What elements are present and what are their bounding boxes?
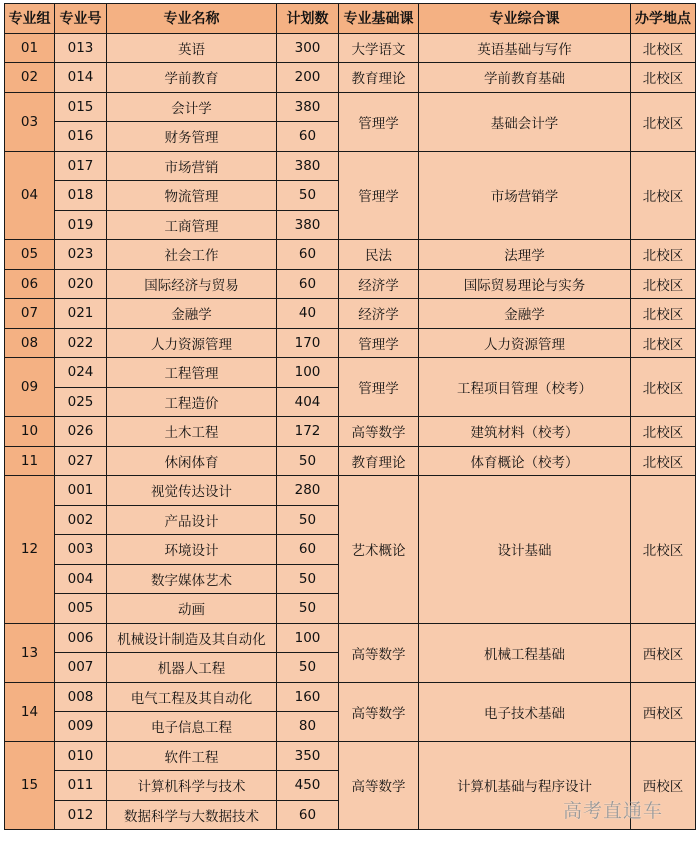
plan-count-cell: 50 [277, 594, 339, 624]
table-row [5, 33, 696, 63]
location-cell: 西校区 [631, 682, 696, 741]
plan-count-cell: 50 [277, 446, 339, 476]
plan-count-cell: 60 [277, 122, 339, 152]
major-name-cell: 计算机科学与技术 [107, 771, 277, 801]
basic-course-cell: 大学语文 [339, 33, 419, 63]
enrollment-table [4, 3, 696, 830]
location-cell: 北校区 [631, 92, 696, 151]
major-code-cell: 021 [55, 299, 107, 329]
location-cell: 北校区 [631, 33, 696, 63]
major-name-cell: 机械设计制造及其自动化 [107, 623, 277, 653]
plan-count-cell: 172 [277, 417, 339, 447]
group-cell: 03 [5, 92, 55, 151]
comprehensive-course-cell: 电子技术基础 [419, 682, 631, 741]
major-code-cell: 004 [55, 564, 107, 594]
plan-count-cell: 380 [277, 151, 339, 181]
basic-course-cell: 经济学 [339, 269, 419, 299]
major-code-cell: 022 [55, 328, 107, 358]
plan-count-cell: 170 [277, 328, 339, 358]
major-code-cell: 023 [55, 240, 107, 270]
major-name-cell: 土木工程 [107, 417, 277, 447]
major-code-cell: 014 [55, 63, 107, 93]
comprehensive-course-cell: 体育概论（校考） [419, 446, 631, 476]
major-code-cell: 025 [55, 387, 107, 417]
group-cell: 04 [5, 151, 55, 240]
major-name-cell: 动画 [107, 594, 277, 624]
major-code-cell: 009 [55, 712, 107, 742]
group-cell: 13 [5, 623, 55, 682]
major-code-cell: 007 [55, 653, 107, 683]
major-code-cell: 011 [55, 771, 107, 801]
location-cell: 北校区 [631, 299, 696, 329]
basic-course-cell: 管理学 [339, 328, 419, 358]
major-code-cell: 002 [55, 505, 107, 535]
major-code-cell: 016 [55, 122, 107, 152]
location-cell: 北校区 [631, 476, 696, 624]
major-name-cell: 电子信息工程 [107, 712, 277, 742]
location-cell: 西校区 [631, 623, 696, 682]
plan-count-cell: 450 [277, 771, 339, 801]
major-name-cell: 工商管理 [107, 210, 277, 240]
table-row [5, 328, 696, 358]
major-name-cell: 英语 [107, 33, 277, 63]
major-code-cell: 005 [55, 594, 107, 624]
watermark: 高考直通车 [563, 800, 664, 822]
basic-course-cell: 教育理论 [339, 63, 419, 93]
location-cell: 北校区 [631, 269, 696, 299]
major-name-cell: 工程造价 [107, 387, 277, 417]
major-code-cell: 001 [55, 476, 107, 506]
major-code-cell: 015 [55, 92, 107, 122]
plan-count-cell: 404 [277, 387, 339, 417]
location-cell: 北校区 [631, 358, 696, 417]
comprehensive-course-cell: 英语基础与写作 [419, 33, 631, 63]
major-name-cell: 机器人工程 [107, 653, 277, 683]
comprehensive-course-cell: 国际贸易理论与实务 [419, 269, 631, 299]
plan-count-cell: 100 [277, 623, 339, 653]
major-name-cell: 电气工程及其自动化 [107, 682, 277, 712]
group-cell: 12 [5, 476, 55, 624]
group-cell: 06 [5, 269, 55, 299]
plan-count-cell: 100 [277, 358, 339, 388]
comprehensive-course-cell: 工程项目管理（校考） [419, 358, 631, 417]
basic-course-cell: 管理学 [339, 92, 419, 151]
basic-course-cell: 民法 [339, 240, 419, 270]
comprehensive-course-cell: 设计基础 [419, 476, 631, 624]
major-code-cell: 010 [55, 741, 107, 771]
plan-count-cell: 40 [277, 299, 339, 329]
plan-count-cell: 50 [277, 181, 339, 211]
plan-count-cell: 280 [277, 476, 339, 506]
major-name-cell: 金融学 [107, 299, 277, 329]
major-name-cell: 市场营销 [107, 151, 277, 181]
table-row [5, 92, 696, 122]
group-cell: 02 [5, 63, 55, 93]
major-code-cell: 017 [55, 151, 107, 181]
location-cell: 北校区 [631, 417, 696, 447]
group-cell: 07 [5, 299, 55, 329]
plan-count-cell: 60 [277, 535, 339, 565]
major-name-cell: 视觉传达设计 [107, 476, 277, 506]
group-cell: 01 [5, 33, 55, 63]
basic-course-cell: 高等数学 [339, 741, 419, 830]
plan-count-cell: 60 [277, 800, 339, 830]
group-cell: 14 [5, 682, 55, 741]
plan-count-cell: 350 [277, 741, 339, 771]
header-location: 办学地点 [631, 4, 696, 34]
table-row [5, 151, 696, 181]
major-code-cell: 018 [55, 181, 107, 211]
group-cell: 11 [5, 446, 55, 476]
table-row [5, 63, 696, 93]
major-code-cell: 006 [55, 623, 107, 653]
major-name-cell: 人力资源管理 [107, 328, 277, 358]
major-code-cell: 024 [55, 358, 107, 388]
group-cell: 08 [5, 328, 55, 358]
comprehensive-course-cell: 市场营销学 [419, 151, 631, 240]
basic-course-cell: 管理学 [339, 358, 419, 417]
table-row [5, 476, 696, 506]
comprehensive-course-cell: 计算机基础与程序设计 [419, 741, 631, 830]
table-row [5, 682, 696, 712]
basic-course-cell: 经济学 [339, 299, 419, 329]
major-name-cell: 数字媒体艺术 [107, 564, 277, 594]
table-row [5, 358, 696, 388]
plan-count-cell: 80 [277, 712, 339, 742]
major-code-cell: 026 [55, 417, 107, 447]
group-cell: 05 [5, 240, 55, 270]
major-name-cell: 环境设计 [107, 535, 277, 565]
major-name-cell: 国际经济与贸易 [107, 269, 277, 299]
table-row [5, 741, 696, 771]
plan-count-cell: 380 [277, 210, 339, 240]
major-code-cell: 020 [55, 269, 107, 299]
header-comprehensive-course: 专业综合课 [419, 4, 631, 34]
major-name-cell: 软件工程 [107, 741, 277, 771]
major-code-cell: 003 [55, 535, 107, 565]
major-code-cell: 008 [55, 682, 107, 712]
major-name-cell: 会计学 [107, 92, 277, 122]
table-row [5, 417, 696, 447]
plan-count-cell: 50 [277, 653, 339, 683]
header-name: 专业名称 [107, 4, 277, 34]
plan-count-cell: 60 [277, 269, 339, 299]
plan-count-cell: 380 [277, 92, 339, 122]
major-name-cell: 社会工作 [107, 240, 277, 270]
header-basic-course: 专业基础课 [339, 4, 419, 34]
major-name-cell: 物流管理 [107, 181, 277, 211]
group-cell: 09 [5, 358, 55, 417]
table-row [5, 269, 696, 299]
major-name-cell: 工程管理 [107, 358, 277, 388]
location-cell: 西校区 [631, 741, 696, 830]
comprehensive-course-cell: 机械工程基础 [419, 623, 631, 682]
plan-count-cell: 50 [277, 564, 339, 594]
header-code: 专业号 [55, 4, 107, 34]
major-name-cell: 学前教育 [107, 63, 277, 93]
major-code-cell: 013 [55, 33, 107, 63]
comprehensive-course-cell: 法理学 [419, 240, 631, 270]
major-name-cell: 休闲体育 [107, 446, 277, 476]
basic-course-cell: 高等数学 [339, 417, 419, 447]
basic-course-cell: 管理学 [339, 151, 419, 240]
plan-count-cell: 200 [277, 63, 339, 93]
location-cell: 北校区 [631, 328, 696, 358]
comprehensive-course-cell: 建筑材料（校考） [419, 417, 631, 447]
basic-course-cell: 高等数学 [339, 623, 419, 682]
group-cell: 15 [5, 741, 55, 830]
major-name-cell: 财务管理 [107, 122, 277, 152]
basic-course-cell: 艺术概论 [339, 476, 419, 624]
basic-course-cell: 高等数学 [339, 682, 419, 741]
group-cell: 10 [5, 417, 55, 447]
table-row [5, 446, 696, 476]
major-code-cell: 027 [55, 446, 107, 476]
plan-count-cell: 160 [277, 682, 339, 712]
location-cell: 北校区 [631, 63, 696, 93]
major-name-cell: 数据科学与大数据技术 [107, 800, 277, 830]
plan-count-cell: 300 [277, 33, 339, 63]
table-row [5, 240, 696, 270]
header-plan: 计划数 [277, 4, 339, 34]
comprehensive-course-cell: 基础会计学 [419, 92, 631, 151]
header-row [5, 4, 696, 34]
comprehensive-course-cell: 金融学 [419, 299, 631, 329]
header-group: 专业组 [5, 4, 55, 34]
comprehensive-course-cell: 人力资源管理 [419, 328, 631, 358]
comprehensive-course-cell: 学前教育基础 [419, 63, 631, 93]
major-code-cell: 012 [55, 800, 107, 830]
plan-count-cell: 60 [277, 240, 339, 270]
location-cell: 北校区 [631, 446, 696, 476]
table-row [5, 299, 696, 329]
table-row [5, 623, 696, 653]
location-cell: 北校区 [631, 151, 696, 240]
basic-course-cell: 教育理论 [339, 446, 419, 476]
plan-count-cell: 50 [277, 505, 339, 535]
location-cell: 北校区 [631, 240, 696, 270]
major-code-cell: 019 [55, 210, 107, 240]
major-name-cell: 产品设计 [107, 505, 277, 535]
